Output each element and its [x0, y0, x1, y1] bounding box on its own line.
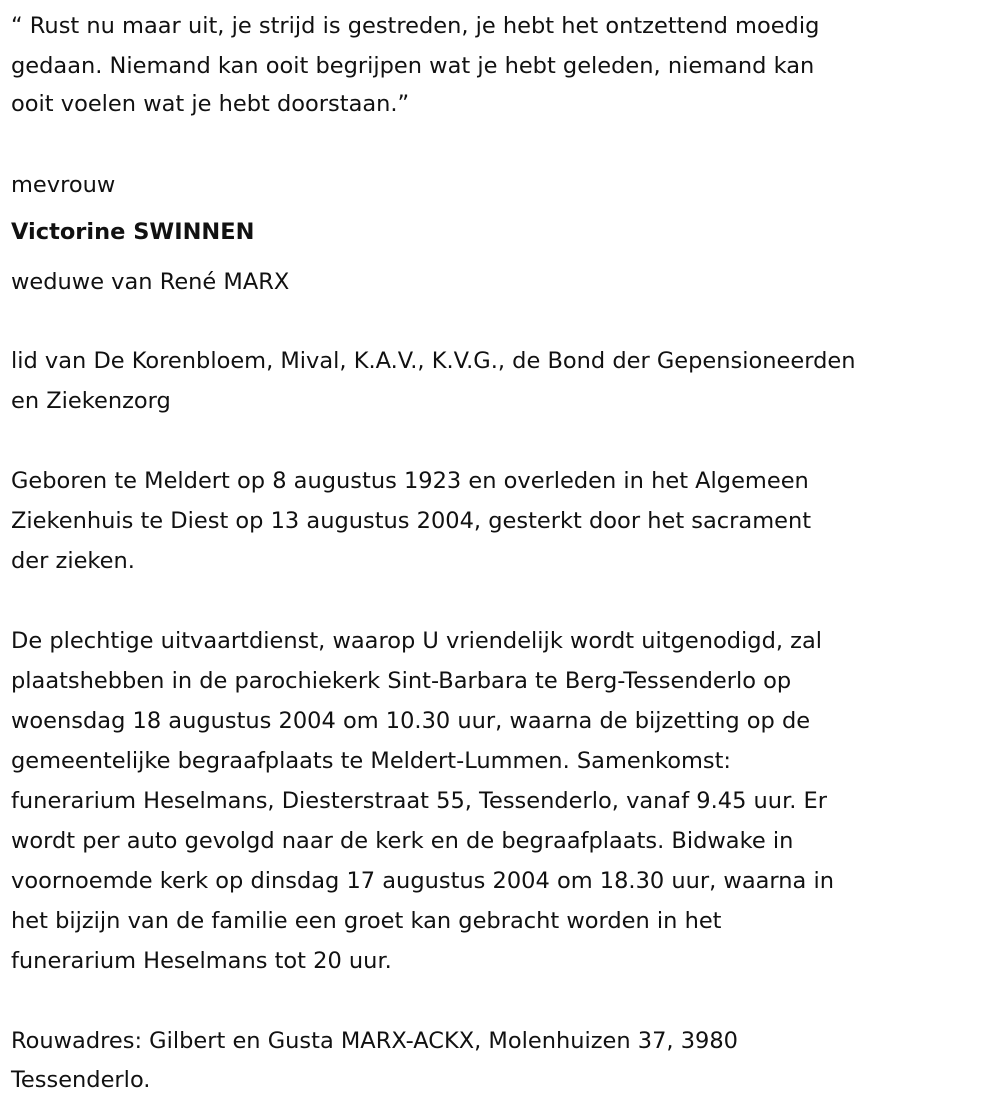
quote-line: ooit voelen wat je hebt doorstaan.”	[11, 91, 410, 117]
quote-line: gedaan. Niemand kan ooit begrijpen wat je hebt geleden, niemand kan	[11, 53, 815, 79]
funeral-line: het bijzijn van de familie een groet kan gebracht worden in het	[11, 908, 722, 934]
funeral-line: De plechtige uitvaartdienst, waarop U vriendelijk wordt uitgenodigd, zal	[11, 628, 823, 654]
funeral-line: voornoemde kerk op dinsdag 17 augustus 2004 om 18.30 uur, waarna in	[11, 868, 834, 894]
membership-line: en Ziekenzorg	[11, 388, 171, 414]
funeral-line: plaatshebben in de parochiekerk Sint-Barbara te Berg-Tessenderlo op	[11, 668, 792, 694]
quote-line: “ Rust nu maar uit, je strijd is gestreden, je hebt het ontzettend moedig	[11, 13, 820, 39]
funeral-line: funerarium Heselmans tot 20 uur.	[11, 948, 392, 974]
title: mevrouw	[11, 172, 116, 198]
funeral-line: wordt per auto gevolgd naar de kerk en de begraafplaats. Bidwake in	[11, 828, 794, 854]
address-line: Tessenderlo.	[11, 1067, 151, 1093]
funeral-line: gemeentelijke begraafplaats te Meldert-Lummen. Samenkomst:	[11, 748, 731, 774]
widow-of: weduwe van René MARX	[11, 269, 290, 295]
membership-line: lid van De Korenbloem, Mival, K.A.V., K.V.G., de Bond der Gepensioneerden	[11, 348, 856, 374]
birth-death-line: der zieken.	[11, 548, 135, 574]
address-line: Rouwadres: Gilbert en Gusta MARX-ACKX, Molenhuizen 37, 3980	[11, 1028, 738, 1054]
birth-death-line: Ziekenhuis te Diest op 13 augustus 2004, gesterkt door het sacrament	[11, 508, 812, 534]
funeral-line: funerarium Heselmans, Diesterstraat 55, Tessenderlo, vanaf 9.45 uur. Er	[11, 788, 828, 814]
funeral-line: woensdag 18 augustus 2004 om 10.30 uur, waarna de bijzetting op de	[11, 708, 811, 734]
birth-death-line: Geboren te Meldert op 8 augustus 1923 en overleden in het Algemeen	[11, 468, 809, 494]
deceased-name: Victorine SWINNEN	[11, 219, 255, 245]
